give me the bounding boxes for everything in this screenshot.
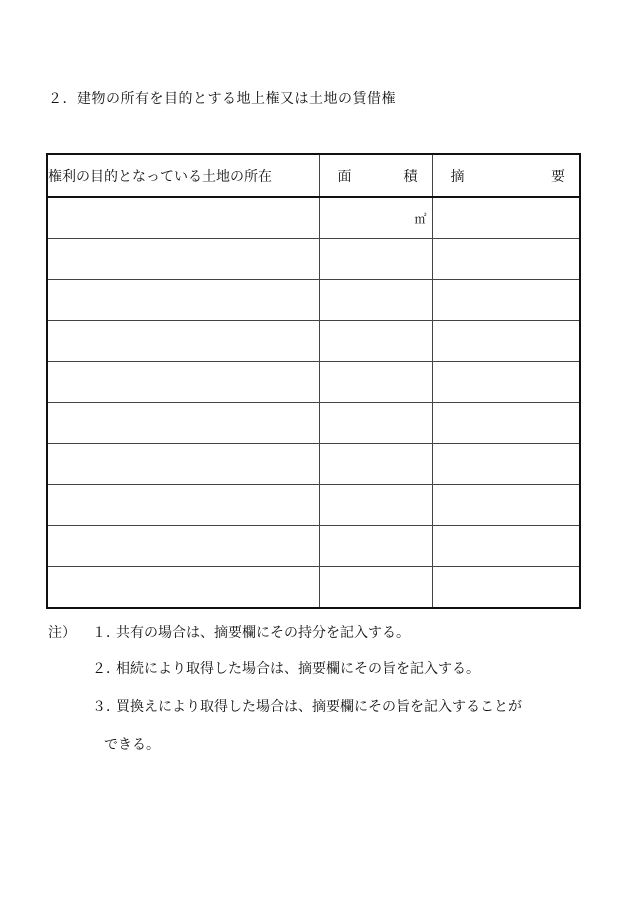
cell-location[interactable] [47,321,319,362]
cell-remarks[interactable] [432,280,580,321]
note-number: １． [92,625,120,641]
header-remarks [432,154,580,197]
cell-location[interactable] [47,444,319,485]
area-unit-label: ㎡ [414,212,427,226]
cell-location[interactable] [47,280,319,321]
note-text: 買換えにより取得した場合は、摘要欄にその旨を記入することが [116,699,522,715]
table-row [47,567,580,609]
table-header-row [47,154,580,197]
section-heading: ２．建物の所有を目的とする地上権又は土地の賃借権 [48,91,396,107]
cell-remarks[interactable] [432,362,580,403]
cell-remarks[interactable] [432,444,580,485]
table-row [47,280,580,321]
cell-area[interactable] [319,403,432,444]
header-area [319,154,432,197]
note-continuation-text: できる。 [104,737,160,753]
cell-remarks[interactable] [432,239,580,280]
table-row [47,403,580,444]
note-number: ２． [92,661,120,677]
header-land-location: 権利の目的となっている土地の所在 [47,154,319,197]
header-area-char-1: 面 [337,168,352,185]
cell-location[interactable] [47,526,319,567]
header-area-char-2: 積 [403,168,418,185]
table-row [47,239,580,280]
header-remarks-char-1: 摘 [450,168,465,185]
cell-location[interactable] [47,197,319,239]
cell-remarks[interactable] [432,197,580,239]
table-row [47,444,580,485]
cell-remarks[interactable] [432,321,580,362]
header-remarks-char-2: 要 [551,168,565,185]
table-row [47,321,580,362]
cell-area[interactable] [319,526,432,567]
cell-location[interactable] [47,362,319,403]
cell-location[interactable] [47,403,319,444]
note-number: ３． [92,699,120,715]
cell-remarks[interactable] [432,567,580,609]
cell-area[interactable] [319,362,432,403]
note-text: 相続により取得した場合は、摘要欄にその旨を記入する。 [116,661,480,677]
cell-location[interactable] [47,567,319,609]
cell-location[interactable] [47,485,319,526]
cell-area[interactable] [319,280,432,321]
table-row [47,485,580,526]
cell-area[interactable] [319,485,432,526]
cell-location[interactable] [47,239,319,280]
land-rights-table [46,153,581,609]
cell-remarks[interactable] [432,403,580,444]
cell-remarks[interactable] [432,485,580,526]
table-row [47,526,580,567]
cell-area[interactable] [319,321,432,362]
cell-area[interactable] [319,239,432,280]
cell-remarks[interactable] [432,526,580,567]
note-text: 共有の場合は、摘要欄にその持分を記入する。 [116,625,410,641]
table-row [47,197,580,239]
table-row [47,362,580,403]
rights-table-container [46,153,581,609]
cell-area[interactable] [319,197,432,239]
cell-area[interactable] [319,567,432,609]
cell-area[interactable] [319,444,432,485]
notes-mark: 注） [48,625,76,641]
